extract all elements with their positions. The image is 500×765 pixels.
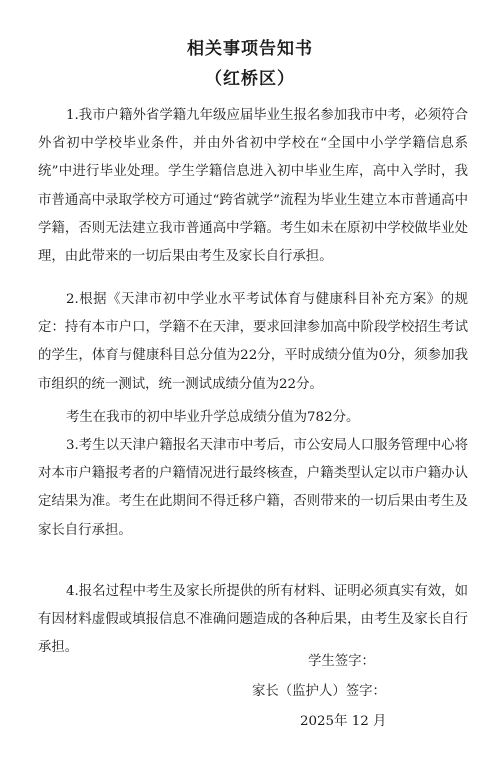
paragraph-2-score-note: 考生在我市的初中毕业升学总成绩分值为782分。 — [66, 410, 360, 425]
paragraph-3: 3.考生以天津户籍报名天津市中考后，市公安局人口服务管理中心将对本市户籍报考者的户籍情况进行最终核查，户籍类型认定以市户籍办认定结果为准。考生在此期间不得迁移户籍，否则带来的一切后果由考生及家长自行承担。 — [38, 438, 468, 538]
parent-signature-label: 家长（监护人）签字： — [252, 684, 386, 699]
paragraph-1: 1.我市户籍外省学籍九年级应届毕业生报名参加我市中考，必须符合外省初中学校毕业条件，并由外省初中学校在“全国中小学学籍信息系统”中进行毕业处理。学生学籍信息进入初中毕业生库，高中入学时，我市普通高中录取学校方可通过“跨省就学”流程为毕业生建立本市普通高中学籍，否则无法建立我市普通高中学籍。考生如未在原初中学校做毕业处理，由此带来的一切后果由考生及家长自行承担。 — [38, 108, 468, 265]
paragraph-2: 2.根据《天津市初中学业水平考试体育与健康科目补充方案》的规定：持有本市户口，学籍不在天津，要求回津参加高中阶段学校招生考试的学生，体育与健康科目总分值为22分，平时成绩分值为0分，须参加我市组织的统一测试，统一测试成绩分值为22分。 — [38, 292, 468, 392]
document-subtitle: （红桥区） — [205, 69, 295, 89]
document-date: 2025年 12 月 — [300, 714, 387, 729]
paragraph-4: 4.报名过程中考生及家长所提供的所有材料、证明必须真实有效，如有因材料虚假或填报信息不准确问题造成的各种后果，由考生及家长自行承担。 — [38, 584, 468, 656]
document-title: 相关事项告知书 — [187, 39, 313, 59]
student-signature-label: 学生签字： — [308, 654, 375, 669]
